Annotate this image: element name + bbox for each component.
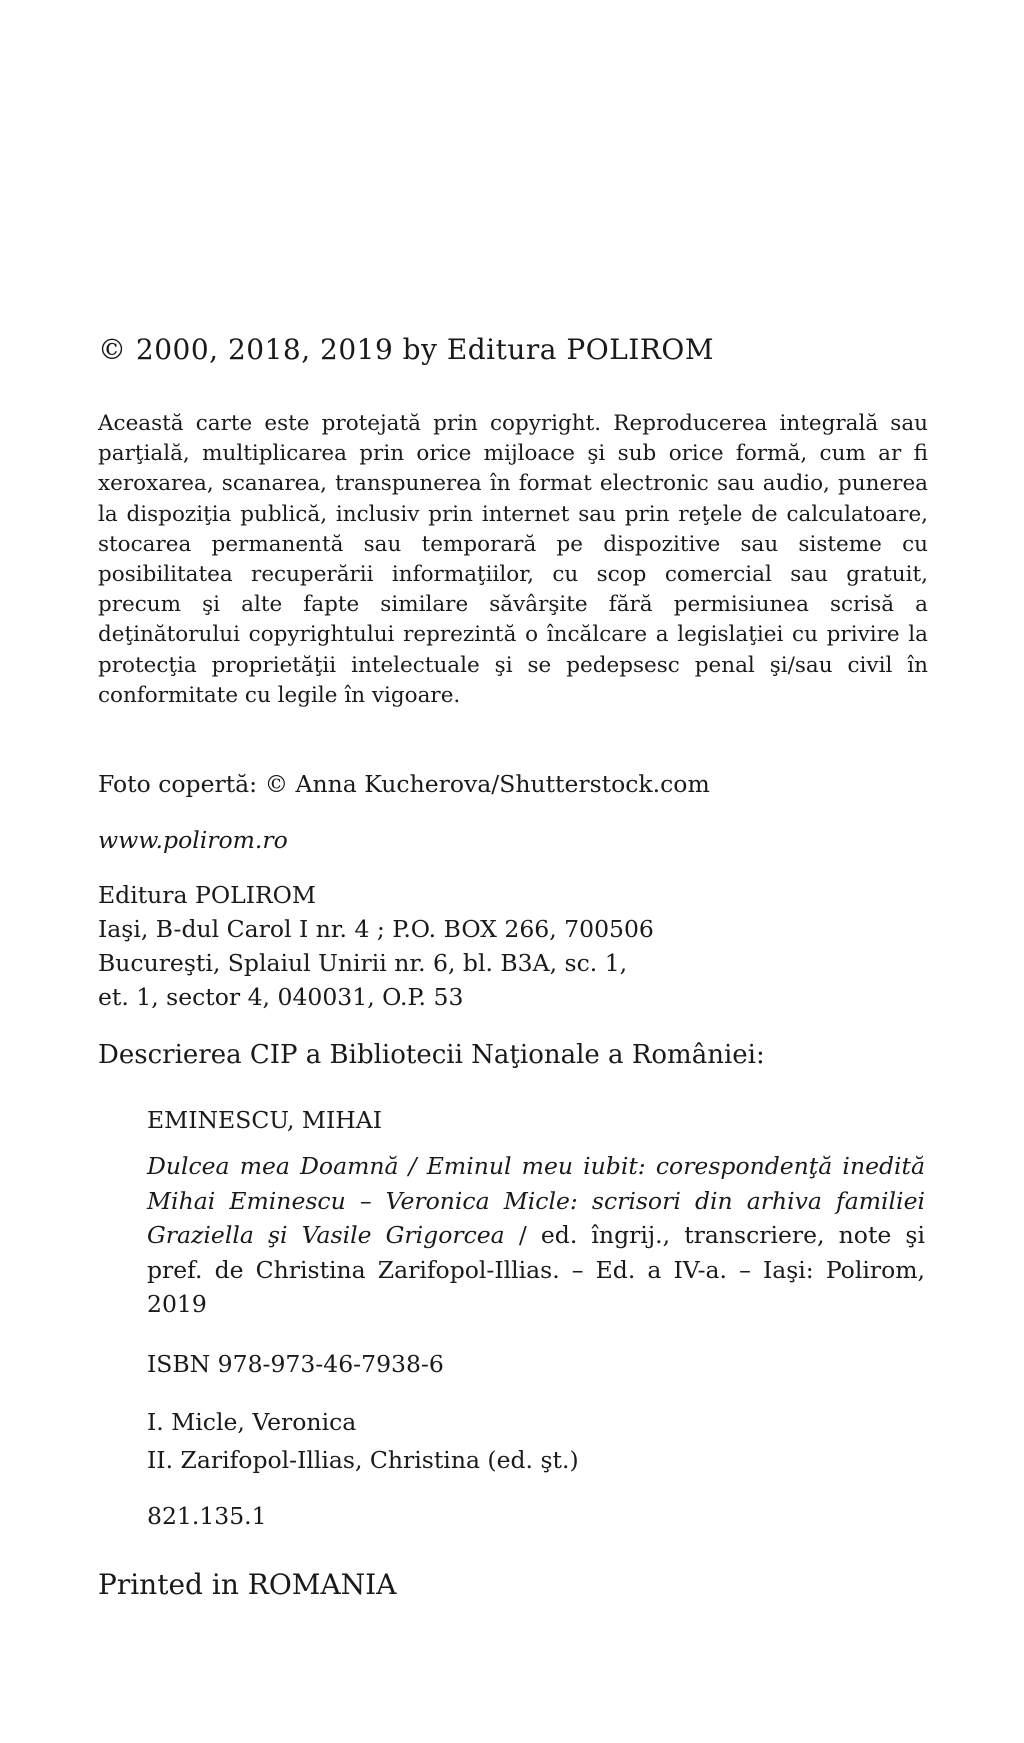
classification-code: 821.135.1 xyxy=(147,1502,267,1530)
cip-description-rest: / ed. îngrij., transcriere, note şi pref. de Christina Zarifopol-Illias. – Ed. a IV-a. – Iaşi: Polirom, 2019 xyxy=(147,1221,925,1318)
copyright-line: © 2000, 2018, 2019 by Editura POLIROM xyxy=(98,333,715,366)
website-link[interactable]: www.polirom.ro xyxy=(98,826,288,854)
legal-notice: Această carte este protejată prin copyright. Reproducerea integrală sau parţială, multiplicarea prin orice mijloace şi sub orice formă, cum ar fi xeroxarea, scanarea, transpunerea în format electronic sau audio, punerea la dispoziţia publică, inclusiv prin internet sau prin reţele de calculatoare, stocarea permanentă sau temporară pe dispozitive sau sisteme cu posibilitatea recuperării informaţiilor, cu scop comercial sau gratuit, precum şi alte fapte similare săvârşite fără permisiunea scrisă a deţinătorului copyrightului reprezintă o încălcare a legislaţiei cu privire la protecţia proprietăţii intelectuale şi se pedepsesc penal şi/sau civil în conformitate cu legile în vigoare. xyxy=(98,411,928,708)
cip-author: EMINESCU, MIHAI xyxy=(147,1106,382,1134)
isbn: ISBN 978-973-46-7938-6 xyxy=(147,1350,444,1378)
printed-in: Printed in ROMANIA xyxy=(98,1568,397,1601)
cip-entries xyxy=(147,1403,925,1479)
cip-title: Dulcea mea Doamnă / Eminul meu iubit: corespondenţă inedită Mihai Eminescu – Veronica Micle: scrisori din arhiva familiei Graziella şi Vasile Grigorcea xyxy=(147,1152,925,1249)
publisher-address-line: Iaşi, B-dul Carol I nr. 4 ; P.O. BOX 266, 700506 xyxy=(98,915,654,943)
cip-heading: Descrierea CIP a Bibliotecii Naţionale a României: xyxy=(98,1040,765,1070)
publisher-address-line: et. 1, sector 4, 040031, O.P. 53 xyxy=(98,983,464,1011)
cip-entry: II. Zarifopol-Illias, Christina (ed. şt.) xyxy=(147,1446,579,1474)
cip-description xyxy=(147,1149,925,1322)
publisher-name: Editura POLIROM xyxy=(98,881,316,909)
photo-credit: Foto copertă: © Anna Kucherova/Shutterstock.com xyxy=(98,770,710,798)
publisher-address-line: Bucureşti, Splaiul Unirii nr. 6, bl. B3A, sc. 1, xyxy=(98,949,628,977)
publisher-info xyxy=(98,878,654,1014)
cip-entry: I. Micle, Veronica xyxy=(147,1408,357,1436)
